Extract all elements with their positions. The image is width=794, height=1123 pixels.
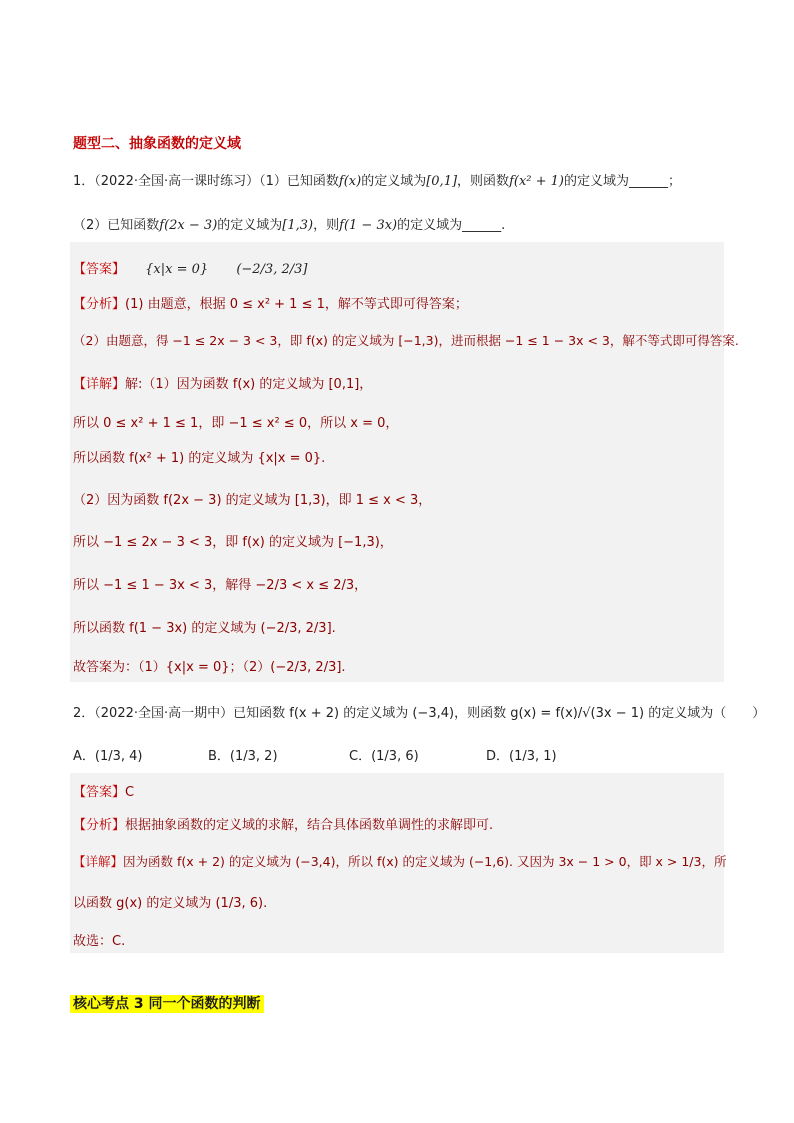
q1-detail-1 [73, 373, 372, 392]
q2-detail-2: 以函数 g(x) 的定义域为 (1/3, 6). [73, 896, 268, 911]
q1-answer [73, 258, 307, 277]
q1-analysis-1 [73, 293, 468, 312]
q1-line2-mid: 的定义域为 [217, 218, 283, 233]
q1-analysis-text-1: (1) 由题意，根据 0 ≤ x² + 1 ≤ 1，解不等式即可得答案； [125, 297, 468, 312]
q1-line1 [73, 170, 681, 189]
q1-line1-prefix: 1．（2022·全国·高一课时练习）（1）已知函数 [73, 174, 339, 189]
q2-stem: 2．（2022·全国·高一期中）已知函数 f(x + 2) 的定义域为 (−3,4)，则函数 g(x) = f(x)/√(3x − 1) 的定义域为（ ） [73, 706, 766, 721]
q1-detail-line-2: 所以函数 f(x² + 1) 的定义域为 {x|x = 0}. [73, 451, 326, 466]
q2-answer-value: C [125, 785, 135, 800]
q1-detail-line-1: 所以 0 ≤ x² + 1 ≤ 1，即 −1 ≤ x² ≤ 0，所以 x = 0， [73, 416, 399, 431]
q1-line2-end: 的定义域为______. [397, 218, 506, 233]
q1-detail-line-7: 故答案为：（1）{x|x = 0}；（2）(−2/3, 2/3]. [73, 660, 346, 675]
q1-line1-mid: 的定义域为 [361, 174, 427, 189]
section-title: 题型二、抽象函数的定义域 [73, 136, 241, 152]
q1-line2-f: f(2x − 3) [159, 218, 218, 233]
q1-line2-mid2: ，则 [313, 218, 340, 233]
q1-line1-g: f(x² + 1) [509, 174, 564, 189]
q1-answer-2: (−2/3, 2/3] [236, 262, 308, 277]
q1-detail-line-4: 所以 −1 ≤ 2x − 3 < 3，即 f(x) 的定义域为 [−1,3)， [73, 535, 393, 550]
q1-line1-mid2: ，则函数 [457, 174, 510, 189]
q1-line1-dom: [0,1] [426, 174, 458, 189]
q2-analysis-label: 【分析】 [73, 818, 126, 833]
q2-answer-label: 【答案】 [73, 785, 126, 800]
analysis-label: 【分析】 [73, 297, 126, 312]
q1-detail-line-5: 所以 −1 ≤ 1 − 3x < 3，解得 −2/3 < x ≤ 2/3， [73, 578, 368, 593]
q1-detail-line-3: （2）因为函数 f(2x − 3) 的定义域为 [1,3)，即 1 ≤ x < 3， [73, 493, 432, 508]
q2-option-b: B．(1/3, 2) [208, 749, 278, 764]
q2-detail-label: 【详解】 [73, 854, 124, 869]
q1-detail-line-0: 解:（1）因为函数 f(x) 的定义域为 [0,1]， [125, 377, 373, 392]
q2-detail-1 [73, 852, 726, 870]
q2-option-a: A．(1/3, 4) [73, 749, 143, 764]
q2-analysis [73, 814, 493, 833]
q1-line1-end: 的定义域为______； [564, 174, 682, 189]
q1-detail-line-6: 所以函数 f(1 − 3x) 的定义域为 (−2/3, 2/3]. [73, 621, 336, 636]
q2-detail-3: 故选：C. [73, 934, 126, 949]
q1-analysis-2: （2）由题意，得 −1 ≤ 2x − 3 < 3，即 f(x) 的定义域为 [−1,3)，进而根据 −1 ≤ 1 − 3x < 3，解不等式即可得答案. [73, 333, 739, 348]
core-topic-heading [70, 993, 264, 1013]
q2-answer [73, 781, 134, 800]
q1-line2 [73, 214, 505, 233]
q1-line2-dom: [1,3) [282, 218, 314, 233]
q2-option-d: D．(1/3, 1) [486, 749, 557, 764]
core-topic-title: 核心考点 3 同一个函数的判断 [70, 995, 264, 1013]
q2-option-c: C．(1/3, 6) [349, 749, 419, 764]
q1-line1-f: f(x) [338, 174, 362, 189]
q2-analysis-text: 根据抽象函数的定义域的求解，结合具体函数单调性的求解即可. [125, 818, 494, 833]
answer-label: 【答案】 [73, 262, 126, 277]
q1-line2-prefix: （2）已知函数 [73, 218, 160, 233]
q1-answer-1: {x|x = 0} [145, 262, 209, 277]
q2-detail-text-1: 因为函数 f(x + 2) 的定义域为 (−3,4)，所以 f(x) 的定义域为 (−1,6). 又因为 3x − 1 > 0，即 x > 1/3，所 [123, 854, 727, 869]
q1-line2-g: f(1 − 3x) [339, 218, 398, 233]
detail-label: 【详解】 [73, 377, 126, 392]
